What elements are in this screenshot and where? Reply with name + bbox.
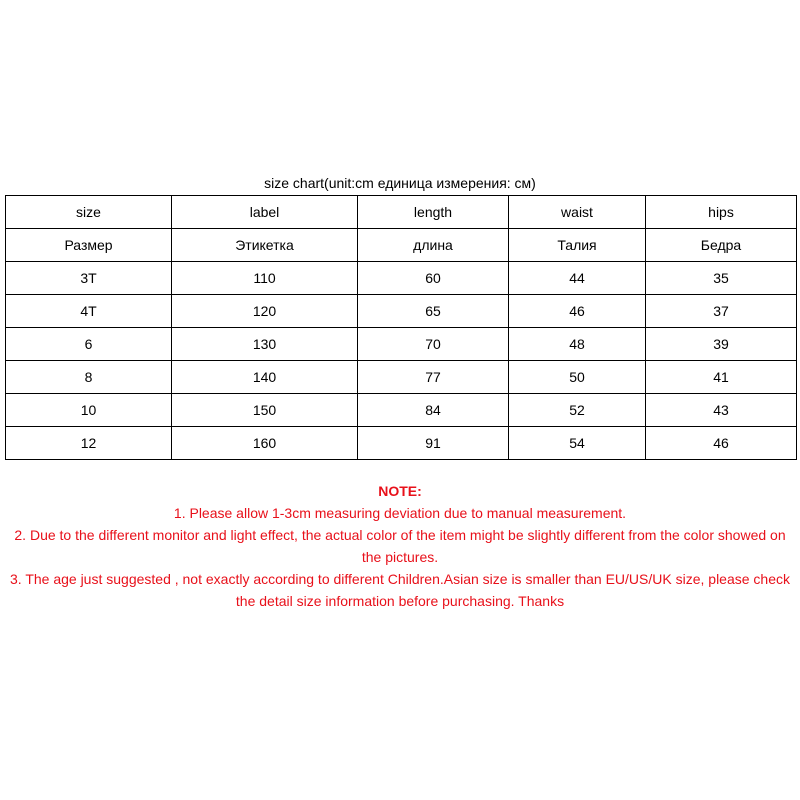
table-cell: 91 xyxy=(358,427,509,460)
table-cell: 37 xyxy=(646,295,797,328)
header-cell-size: size xyxy=(6,196,172,229)
table-cell: 120 xyxy=(172,295,358,328)
table-row xyxy=(6,361,797,394)
table-cell: 3T xyxy=(6,262,172,295)
table-row xyxy=(6,295,797,328)
table-row xyxy=(6,262,797,295)
table-cell: 60 xyxy=(358,262,509,295)
header-cell-size-ru: Размер xyxy=(6,229,172,262)
size-table xyxy=(5,195,797,460)
header-cell-waist-ru: Талия xyxy=(509,229,646,262)
header-cell-label-ru: Этикетка xyxy=(172,229,358,262)
table-row xyxy=(6,394,797,427)
table-cell: 110 xyxy=(172,262,358,295)
table-cell: 48 xyxy=(509,328,646,361)
table-cell: 46 xyxy=(509,295,646,328)
header-cell-hips: hips xyxy=(646,196,797,229)
table-cell: 43 xyxy=(646,394,797,427)
table-cell: 65 xyxy=(358,295,509,328)
note-item-1: 1. Please allow 1-3cm measuring deviation due to manual measurement. xyxy=(173,505,627,521)
table-cell: 52 xyxy=(509,394,646,427)
header-cell-length-ru: длина xyxy=(358,229,509,262)
table-row xyxy=(6,328,797,361)
table-cell: 44 xyxy=(509,262,646,295)
table-cell: 10 xyxy=(6,394,172,427)
table-row xyxy=(6,427,797,460)
table-cell: 6 xyxy=(6,328,172,361)
note-item-2: 2. Due to the different monitor and light effect, the actual color of the item might be slightly different from the color showed on the pictures. xyxy=(14,527,786,565)
header-cell-waist: waist xyxy=(509,196,646,229)
header-row-russian xyxy=(6,229,797,262)
header-cell-hips-ru: Бедра xyxy=(646,229,797,262)
header-cell-label: label xyxy=(172,196,358,229)
table-cell: 4T xyxy=(6,295,172,328)
table-cell: 130 xyxy=(172,328,358,361)
header-row-english xyxy=(6,196,797,229)
table-cell: 140 xyxy=(172,361,358,394)
table-cell: 160 xyxy=(172,427,358,460)
table-cell: 39 xyxy=(646,328,797,361)
table-cell: 70 xyxy=(358,328,509,361)
note-item-3: 3. The age just suggested , not exactly according to different Children.Asian size is smaller than EU/US/UK size, please check the detail size information before purchasing. Thanks xyxy=(10,571,790,609)
table-cell: 150 xyxy=(172,394,358,427)
chart-title: size chart(unit:cm единица измерения: см) xyxy=(264,175,536,191)
table-cell: 54 xyxy=(509,427,646,460)
notes-section xyxy=(4,480,796,612)
table-cell: 77 xyxy=(358,361,509,394)
table-cell: 12 xyxy=(6,427,172,460)
table-cell: 46 xyxy=(646,427,797,460)
table-cell: 50 xyxy=(509,361,646,394)
table-cell: 35 xyxy=(646,262,797,295)
notes-heading: NOTE: xyxy=(378,483,422,499)
table-cell: 84 xyxy=(358,394,509,427)
header-cell-length: length xyxy=(358,196,509,229)
table-cell: 8 xyxy=(6,361,172,394)
table-cell: 41 xyxy=(646,361,797,394)
